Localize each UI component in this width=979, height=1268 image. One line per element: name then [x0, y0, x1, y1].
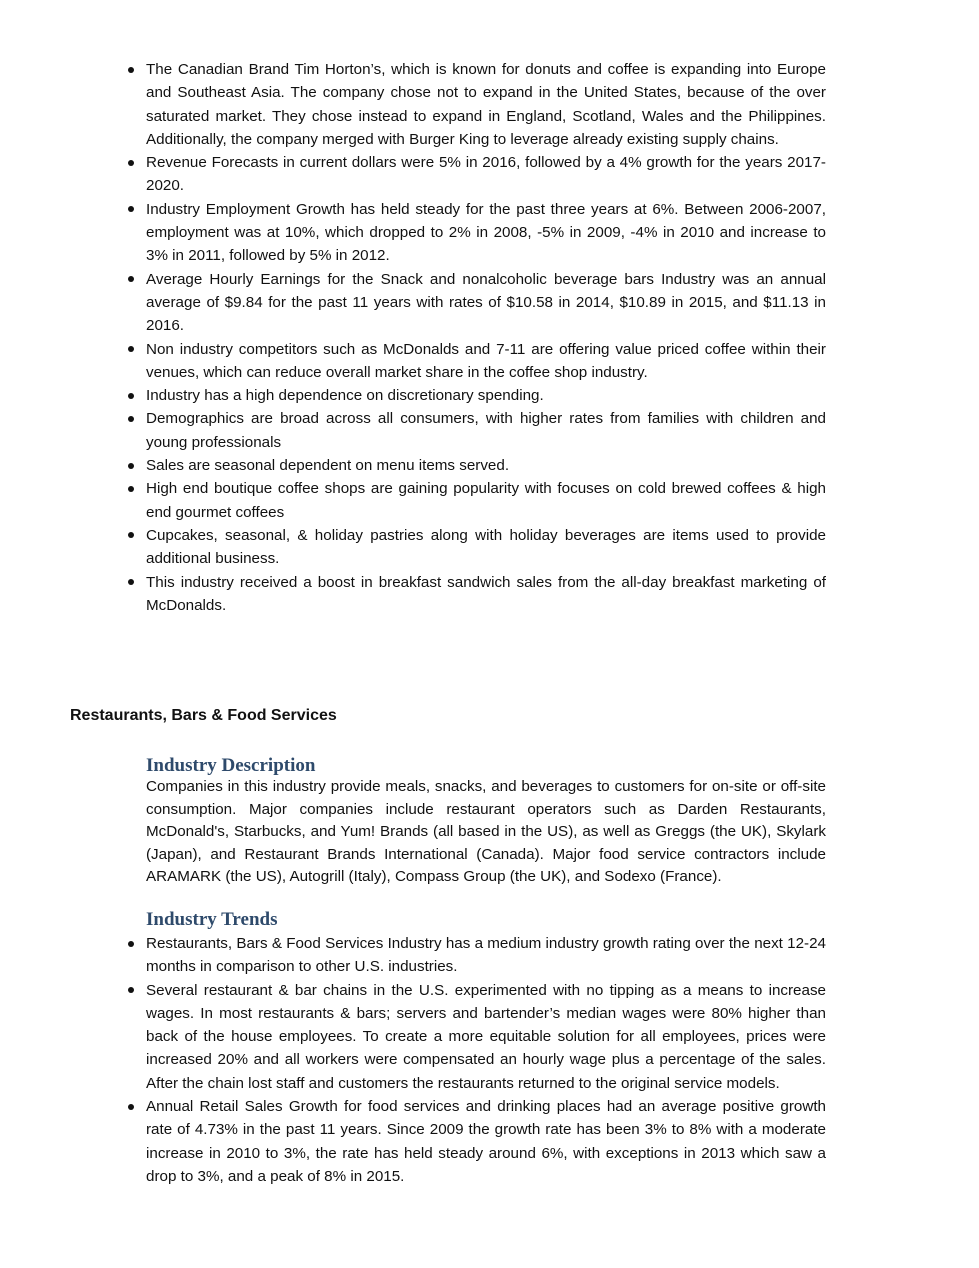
bullet-item: Industry has a high dependence on discretionary spending. — [128, 384, 826, 407]
bullet-item: Sales are seasonal dependent on menu items served. — [128, 454, 826, 477]
bullet-item: Cupcakes, seasonal, & holiday pastries along with holiday beverages are items used to provide additional business. — [128, 524, 826, 571]
bullet-item: Industry Employment Growth has held steady for the past three years at 6%. Between 2006-2007, employment was at 10%, which dropped to 2% in 2008, -5% in 2009, -4% in 2010 and increase to 3% in 2011, followed by 5% in 2012. — [128, 198, 826, 268]
bullet-item: Non industry competitors such as McDonalds and 7-11 are offering value priced coffee within their venues, which can reduce overall market share in the coffee shop industry. — [128, 338, 826, 385]
bullet-item: The Canadian Brand Tim Horton’s, which is known for donuts and coffee is expanding into Europe and Southeast Asia. The company chose not to expand in the United States, because of the over saturated market. They chose instead to expand in England, Scotland, Wales and the Philippines. Additionally, the company merged with Burger King to leverage already existing supply chains. — [128, 58, 826, 151]
bullet-item: This industry received a boost in breakfast sandwich sales from the all-day breakfast marketing of McDonalds. — [128, 571, 826, 618]
section-title: Restaurants, Bars & Food Services — [70, 707, 337, 724]
bullet-item: Revenue Forecasts in current dollars were 5% in 2016, followed by a 4% growth for the years 2017-2020. — [128, 151, 826, 198]
industry-trends-list — [128, 932, 826, 1188]
bullet-item: High end boutique coffee shops are gaining popularity with focuses on cold brewed coffees & high end gourmet coffees — [128, 477, 826, 524]
coffee-industry-bullet-list — [128, 58, 826, 617]
industry-trends-heading: Industry Trends — [146, 909, 278, 930]
bullet-item: Demographics are broad across all consumers, with higher rates from families with children and young professionals — [128, 407, 826, 454]
bullet-item: Average Hourly Earnings for the Snack and nonalcoholic beverage bars Industry was an annual average of $9.84 for the past 11 years with rates of $10.58 in 2014, $10.89 in 2015, and $11.13 in 2016. — [128, 268, 826, 338]
trend-item: Restaurants, Bars & Food Services Industry has a medium industry growth rating over the next 12-24 months in comparison to other U.S. industries. — [128, 932, 826, 979]
industry-description-text: Companies in this industry provide meals, snacks, and beverages to customers for on-site or off-site consumption. Major companies include restaurant operators such as Darden Restaurants, McDonald's, Starbucks, and Yum! Brands (all based in the US), as well as Greggs (the UK), Skylark (Japan), and Restaurant Brands International (Canada). Major food service contractors include ARAMARK (the US), Autogrill (Italy), Compass Group (the UK), and Sodexo (France). — [146, 778, 826, 885]
industry-description-heading: Industry Description — [146, 755, 316, 776]
trend-item: Annual Retail Sales Growth for food services and drinking places had an average positive growth rate of 4.73% in the past 11 years. Since 2009 the growth rate has been 3% to 8% with a moderate increase in 2010 to 3%, the rate has held steady around 6%, with exceptions in 2013 which saw a drop to 3%, and a peak of 8% in 2015. — [128, 1095, 826, 1188]
trend-item: Several restaurant & bar chains in the U.S. experimented with no tipping as a means to increase wages. In most restaurants & bars; servers and bartender’s median wages were 80% higher than back of the house employees. To create a more equitable solution for all employees, prices were increased 20% and all workers were compensated an hourly wage plus a percentage of the sales. After the chain lost staff and customers the restaurants returned to the original service models. — [128, 979, 826, 1095]
